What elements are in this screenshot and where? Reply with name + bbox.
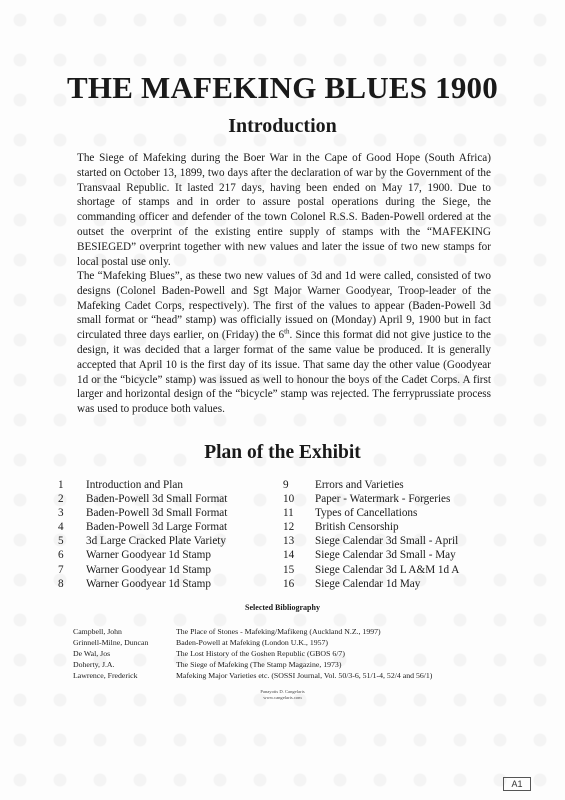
plan-item-number: 11 <box>283 507 294 520</box>
bibliography-work: The Place of Stones - Mafeking/Mafikeng (Auckland N.Z., 1997) <box>176 627 381 636</box>
plan-item-label: Siege Calendar 3d L A&M 1d A <box>315 563 460 576</box>
plan-item <box>58 506 298 520</box>
plan-item-label: Baden-Powell 3d Small Format <box>86 493 228 506</box>
bibliography-work: Baden-Powell at Mafeking (London U.K., 1957) <box>176 638 329 647</box>
bibliography-list <box>73 626 523 681</box>
plan-item <box>283 506 523 520</box>
intro-paragraph-1: The Siege of Mafeking during the Boer War in the Cape of Good Hope (South Africa) started on October 13, 1899, two days after the declaration of war by the Government of the Transvaal Republic. It lasted 217 days, having been ended on May 17, 1900. Due to shortage of stamps and in order to assure postal operations during the Siege, the commanding officer and defender of the town Colonel R.S.S. Baden-Powell ordered at the outset the overprint of the existing entire supply of stamps with the “MAFEKING BESIEGED” overprint together with new values and later the issue of two new stamps for local postal use only. <box>77 152 491 268</box>
plan-item <box>283 534 523 548</box>
plan-item-label: Baden-Powell 3d Small Format <box>86 507 228 520</box>
plan-item <box>58 548 298 562</box>
bibliography-entry <box>73 626 523 637</box>
plan-item <box>58 563 298 577</box>
plan-item-number: 1 <box>58 479 64 491</box>
plan-item-label: Introduction and Plan <box>86 479 183 491</box>
plan-item-number: 16 <box>283 577 295 590</box>
plan-item <box>58 492 298 506</box>
bibliography-author: De Wal, Jos <box>73 649 111 658</box>
section-heading-plan: Plan of the Exhibit <box>204 442 361 463</box>
plan-item-label: Baden-Powell 3d Large Format <box>86 521 228 534</box>
plan-item <box>283 548 523 562</box>
plan-item-label: Siege Calendar 3d Small - May <box>315 549 456 562</box>
footer-credit <box>0 689 565 701</box>
plan-item-label: Siege Calendar 1d May <box>315 577 421 590</box>
plan-list-right <box>283 478 523 591</box>
plan-item-label: British Censorship <box>315 521 399 534</box>
plan-item-label: Types of Cancellations <box>315 507 418 520</box>
plan-item <box>58 534 298 548</box>
plan-item-number: 13 <box>283 535 295 548</box>
plan-item-label: Warner Goodyear 1d Stamp <box>86 577 211 590</box>
intro-paragraph-2 <box>77 269 491 417</box>
bibliography-entry <box>73 670 523 681</box>
bibliography-author: Grinnell-Milne, Duncan <box>73 638 149 647</box>
bibliography-work: The Siege of Mafeking (The Stamp Magazine, 1973) <box>176 660 342 669</box>
footer-author: Panayotis D. Cangelaris <box>260 689 305 694</box>
plan-item-number: 12 <box>283 521 295 534</box>
plan-item <box>283 577 523 591</box>
bibliography-work: Mafeking Major Varieties etc. (SOSSI Journal, Vol. 50/3-6, 51/1-4, 52/4 and 56/1) <box>176 671 433 680</box>
plan-item-number: 9 <box>283 479 289 491</box>
plan-item <box>283 563 523 577</box>
plan-item-number: 7 <box>58 563 64 576</box>
bibliography-entry <box>73 637 523 648</box>
plan-item <box>58 478 298 492</box>
page-number-badge: A1 <box>503 777 531 791</box>
plan-item <box>58 577 298 591</box>
bibliography-author: Doherty, J.A. <box>73 660 115 669</box>
plan-item-label: Paper - Watermark - Forgeries <box>315 493 451 506</box>
section-heading-introduction: Introduction <box>228 115 337 137</box>
plan-item-label: Errors and Varieties <box>315 479 404 491</box>
ordinal-suffix: th <box>284 327 290 336</box>
plan-item <box>283 478 523 492</box>
plan-item <box>58 520 298 534</box>
bibliography-entry <box>73 648 523 659</box>
page-title: THE MAFEKING BLUES 1900 <box>67 70 498 105</box>
bibliography-work: The Lost History of the Goshen Republic (GBOS 6/7) <box>176 649 345 658</box>
footer-website: www.cangelaris.com <box>263 695 302 700</box>
plan-item-label: Warner Goodyear 1d Stamp <box>86 549 211 562</box>
plan-item-number: 3 <box>58 507 64 520</box>
bibliography-entry <box>73 659 523 670</box>
intro-paragraph-2-text-a: The “Mafeking Blues”, as these two new values of 3d and 1d were called, consisted of two designs (Colonel Baden-Powell and Sgt Major Warner Goodyear, Troop-leader of the Mafeking Cadet Corps, respectively). The first of the values to appear (Baden-Powell 3d small format or “head” stamp) was officially issued on (Monday) April 9, 1900 but in fact circulated three days earlier, on (Friday) the 6 <box>77 270 491 342</box>
plan-item-label: Siege Calendar 3d Small - April <box>315 535 459 548</box>
bibliography-heading: Selected Bibliography <box>245 603 320 612</box>
plan-item-number: 4 <box>58 521 64 534</box>
bibliography-author: Lawrence, Frederick <box>73 671 138 680</box>
plan-item-label: Warner Goodyear 1d Stamp <box>86 563 211 576</box>
plan-list-left <box>58 478 298 591</box>
intro-paragraph-2-text-b: . Since this format did not give justice to the design, it was decided that a larger format of the same value be produced. It is generally accepted that April 10 is the first day of its issue. That same day the other value (Goodyear 1d or the “bicycle” stamp) was issued as well to honour the boys of the Cadet Corps. A first larger and horizontal design of the “bicycle” stamp was rejected. The ferryprussiate process was used to produce both values. <box>77 329 491 416</box>
plan-item-number: 2 <box>58 493 64 506</box>
bibliography-author: Campbell, John <box>73 627 122 636</box>
plan-item-number: 10 <box>283 493 295 506</box>
plan-item <box>283 492 523 506</box>
plan-item-number: 5 <box>58 535 64 548</box>
plan-item-number: 6 <box>58 549 64 562</box>
plan-item-number: 15 <box>283 563 295 576</box>
plan-item <box>283 520 523 534</box>
plan-item-number: 14 <box>283 549 295 562</box>
plan-item-label: 3d Large Cracked Plate Variety <box>86 535 227 548</box>
plan-item-number: 8 <box>58 577 64 590</box>
